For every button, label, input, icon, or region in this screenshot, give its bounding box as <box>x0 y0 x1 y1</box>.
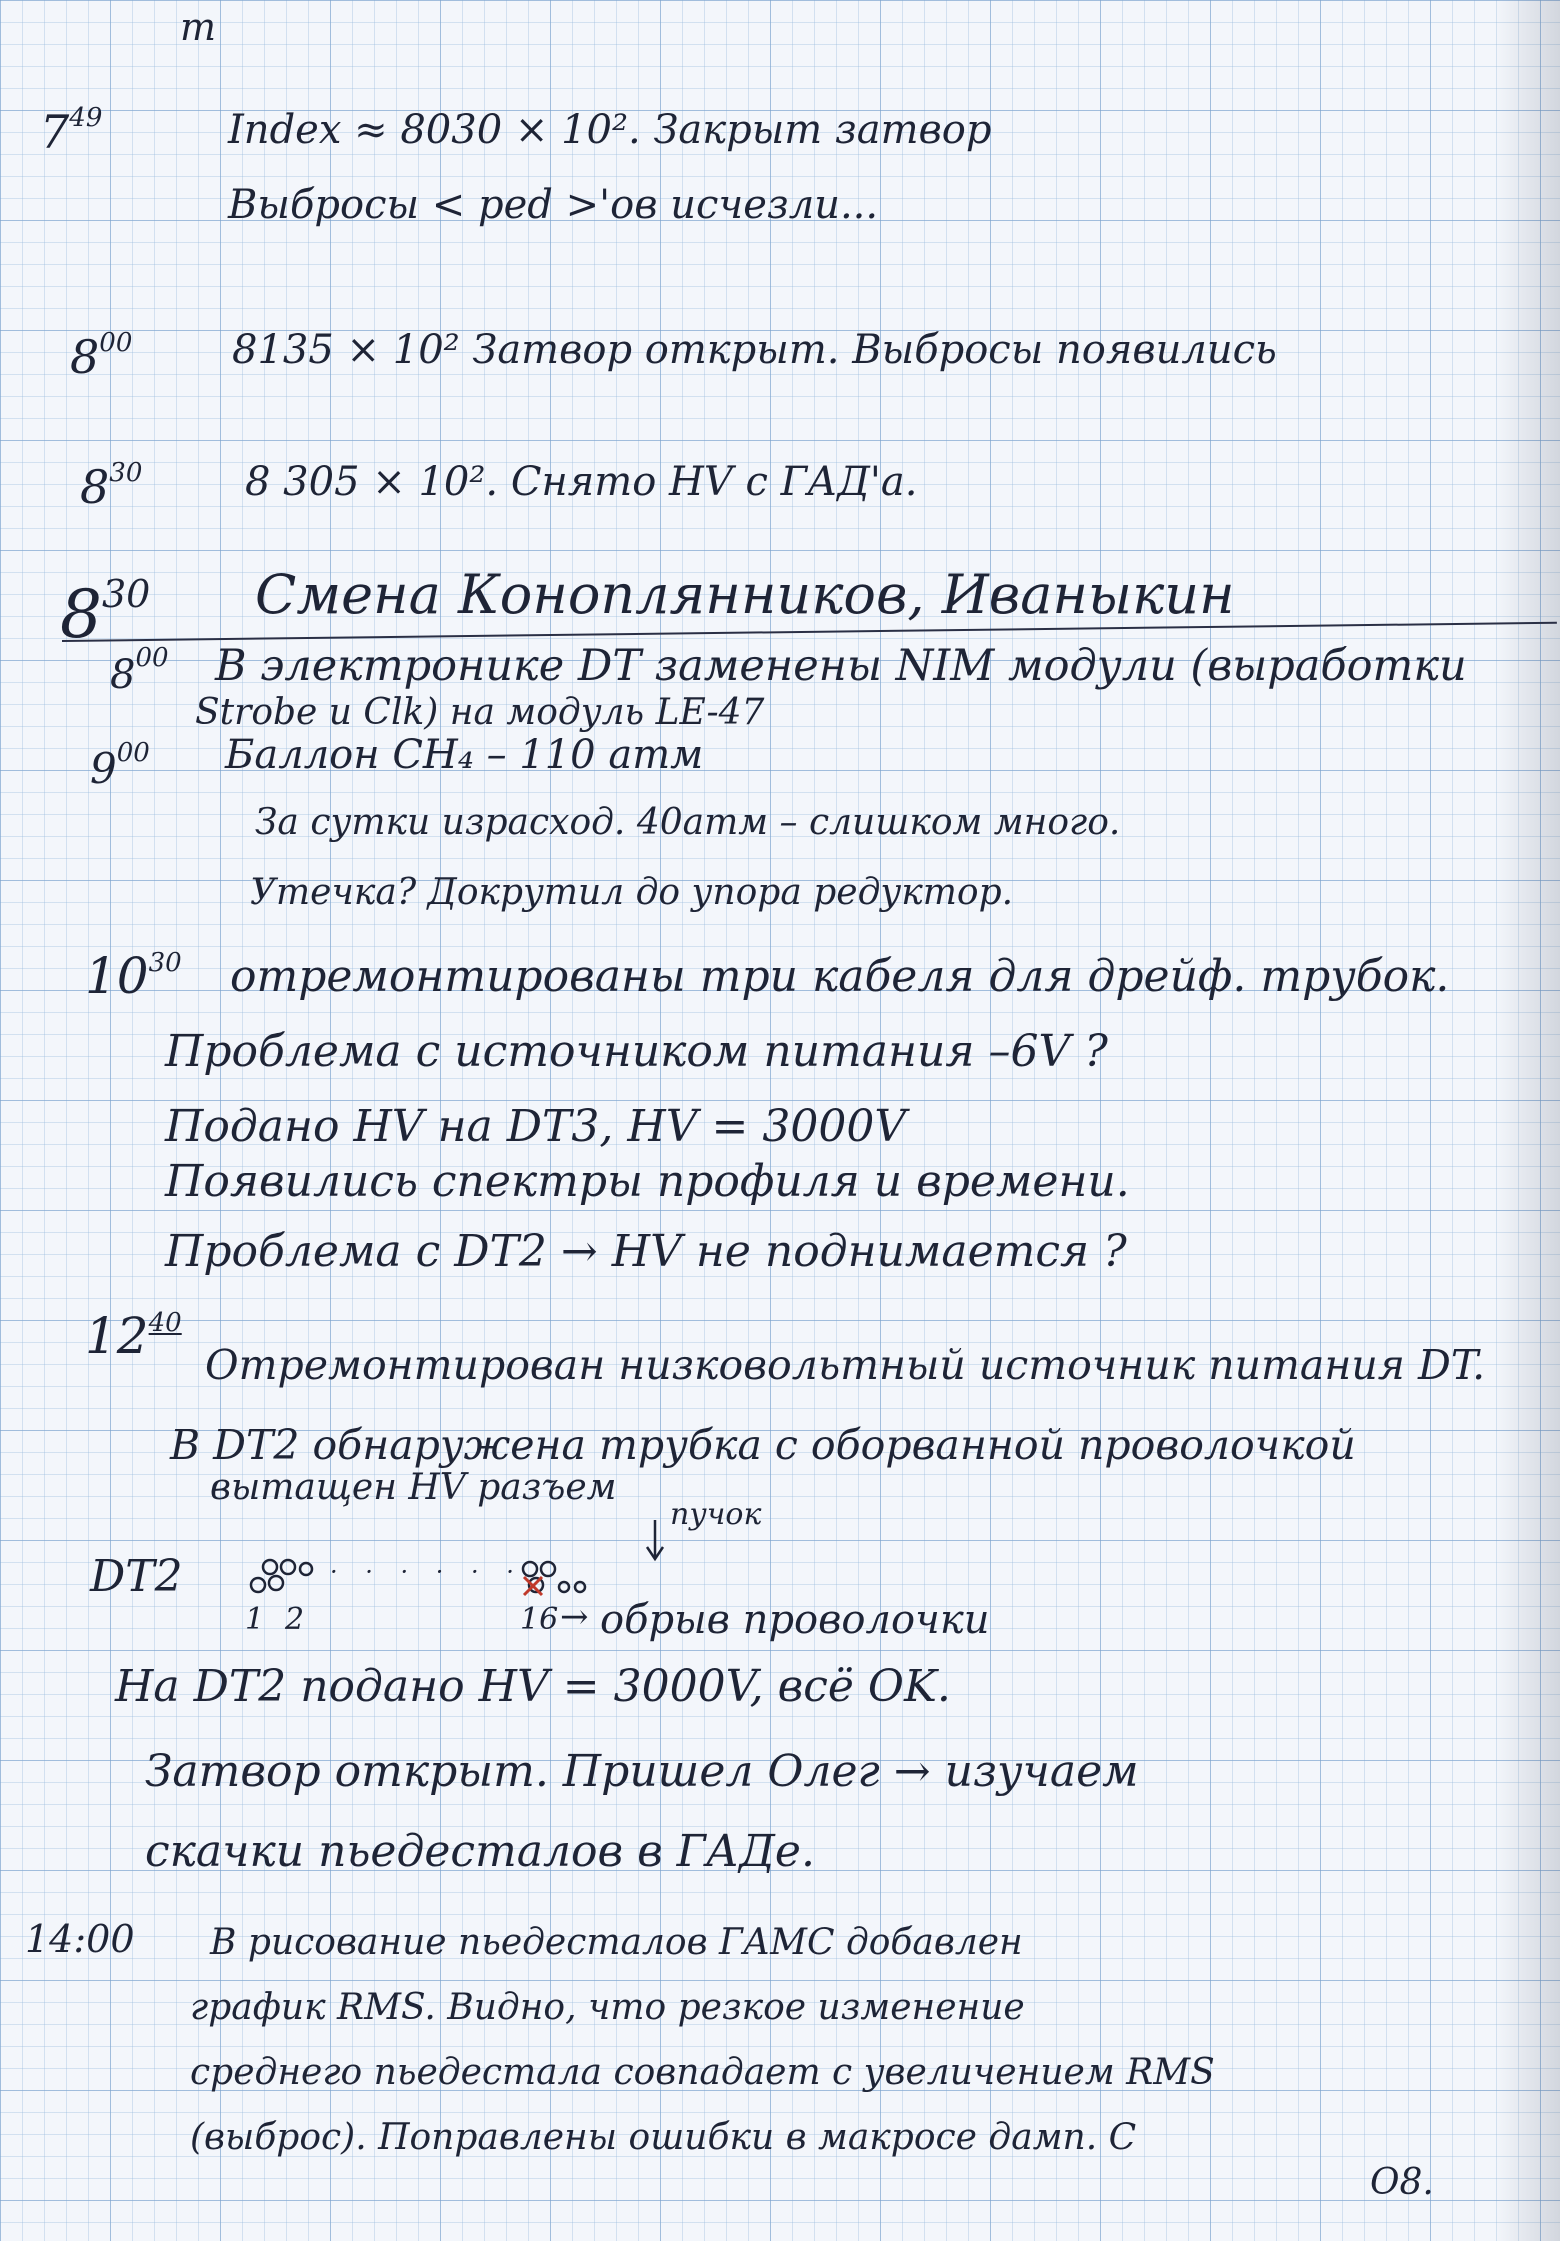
entry-line: 8 305 × 10². Снято HV с ГАД'а. <box>245 459 918 505</box>
broken-arrow-icon: → <box>560 1597 589 1637</box>
tube-circle <box>263 1560 277 1574</box>
tube-circle <box>541 1562 555 1576</box>
tube-circle <box>523 1562 537 1576</box>
entry-line: Отремонтирован низковольтный источник питания DT. <box>205 1341 1486 1389</box>
entry-time: $8^{30}$ <box>80 458 143 514</box>
tube-circle <box>281 1560 295 1574</box>
entry-time: $12^{40}$ <box>85 1307 182 1365</box>
entry-time: $9^{00}$ <box>90 738 150 793</box>
entry-line: В DT2 обнаружена трубка с оборванной проволочкой <box>170 1421 1356 1469</box>
sketch-label: DT2 <box>90 1551 183 1602</box>
entry-line: Проблема с DT2 → HV не поднимается ? <box>165 1226 1127 1277</box>
entry-line: Подано HV на DT3, HV = 3000V <box>165 1101 907 1152</box>
entry-line: (выброс). Поправлены ошибки в макросе дамп. С <box>190 2117 1137 2158</box>
entry-line: Strobe и Clk) на модуль LE-47 <box>195 692 765 733</box>
entry-line: В рисование пьедесталов ГАМС добавлен <box>210 1922 1023 1963</box>
entry-line: Появились спектры профиля и времени. <box>165 1156 1130 1207</box>
top-mark: m <box>180 5 217 49</box>
entry-line: Проблема с источником питания –6V ? <box>165 1026 1108 1077</box>
tube-number: 2 <box>285 1602 305 1637</box>
entry-line: В электронике DT заменены NIM модули (выработки <box>215 641 1467 691</box>
entry-line: среднего пьедестала совпадает с увеличением RMS <box>190 2052 1215 2093</box>
entry-line: 8135 × 10² Затвор открыт. Выбросы появились <box>232 327 1277 373</box>
entry-line: график RMS. Видно, что резкое изменение <box>190 1987 1025 2028</box>
entry-line: вытащен HV разъем <box>210 1467 617 1508</box>
entry-time: $10^{30}$ <box>85 947 182 1005</box>
entry-time: $7^{49}$ <box>40 103 103 159</box>
entry-line: скачки пьедесталов в ГАДе. <box>145 1826 815 1877</box>
broken-wire-label: обрыв проволочки <box>600 1597 990 1643</box>
tube-circle <box>251 1578 265 1592</box>
signature: O8. <box>1370 2162 1434 2203</box>
beam-label: пучок <box>670 1497 762 1532</box>
tube-gap-dots: · · · · · · <box>330 1558 524 1586</box>
entry-time: $8^{00}$ <box>110 643 169 698</box>
tube-circle <box>300 1563 312 1575</box>
shift-time: $8^{30}$ <box>60 572 151 653</box>
tube-circle <box>559 1582 569 1592</box>
entry-time: 14:00 <box>25 1917 135 1961</box>
entry-line: За сутки израсход. 40атм – слишком много. <box>255 802 1121 843</box>
tube-number: 16 <box>520 1602 559 1637</box>
entry-line: Баллон CH₄ – 110 атм <box>225 732 704 778</box>
page-edge-shadow <box>1495 0 1560 2241</box>
tube-circle <box>575 1582 585 1592</box>
tube-circle <box>269 1576 283 1590</box>
entry-line: отремонтированы три кабеля для дрейф. трубок. <box>230 951 1450 1002</box>
entry-line: Утечка? Докрутил до упора редуктор. <box>250 872 1014 913</box>
entry-line: Index ≈ 8030 × 10². Закрыт затвор <box>228 107 992 153</box>
entry-line: Затвор открыт. Пришел Олег → изучаем <box>145 1746 1139 1797</box>
entry-line: На DT2 подано HV = 3000V, всё OK. <box>115 1661 951 1712</box>
entry-time: $8^{00}$ <box>70 328 133 384</box>
entry-line: Выбросы < ped >'ов исчезли... <box>228 182 879 228</box>
tube-number: 1 <box>245 1602 265 1637</box>
shift-heading: Смена Коноплянников, Иваныкин <box>255 563 1235 626</box>
